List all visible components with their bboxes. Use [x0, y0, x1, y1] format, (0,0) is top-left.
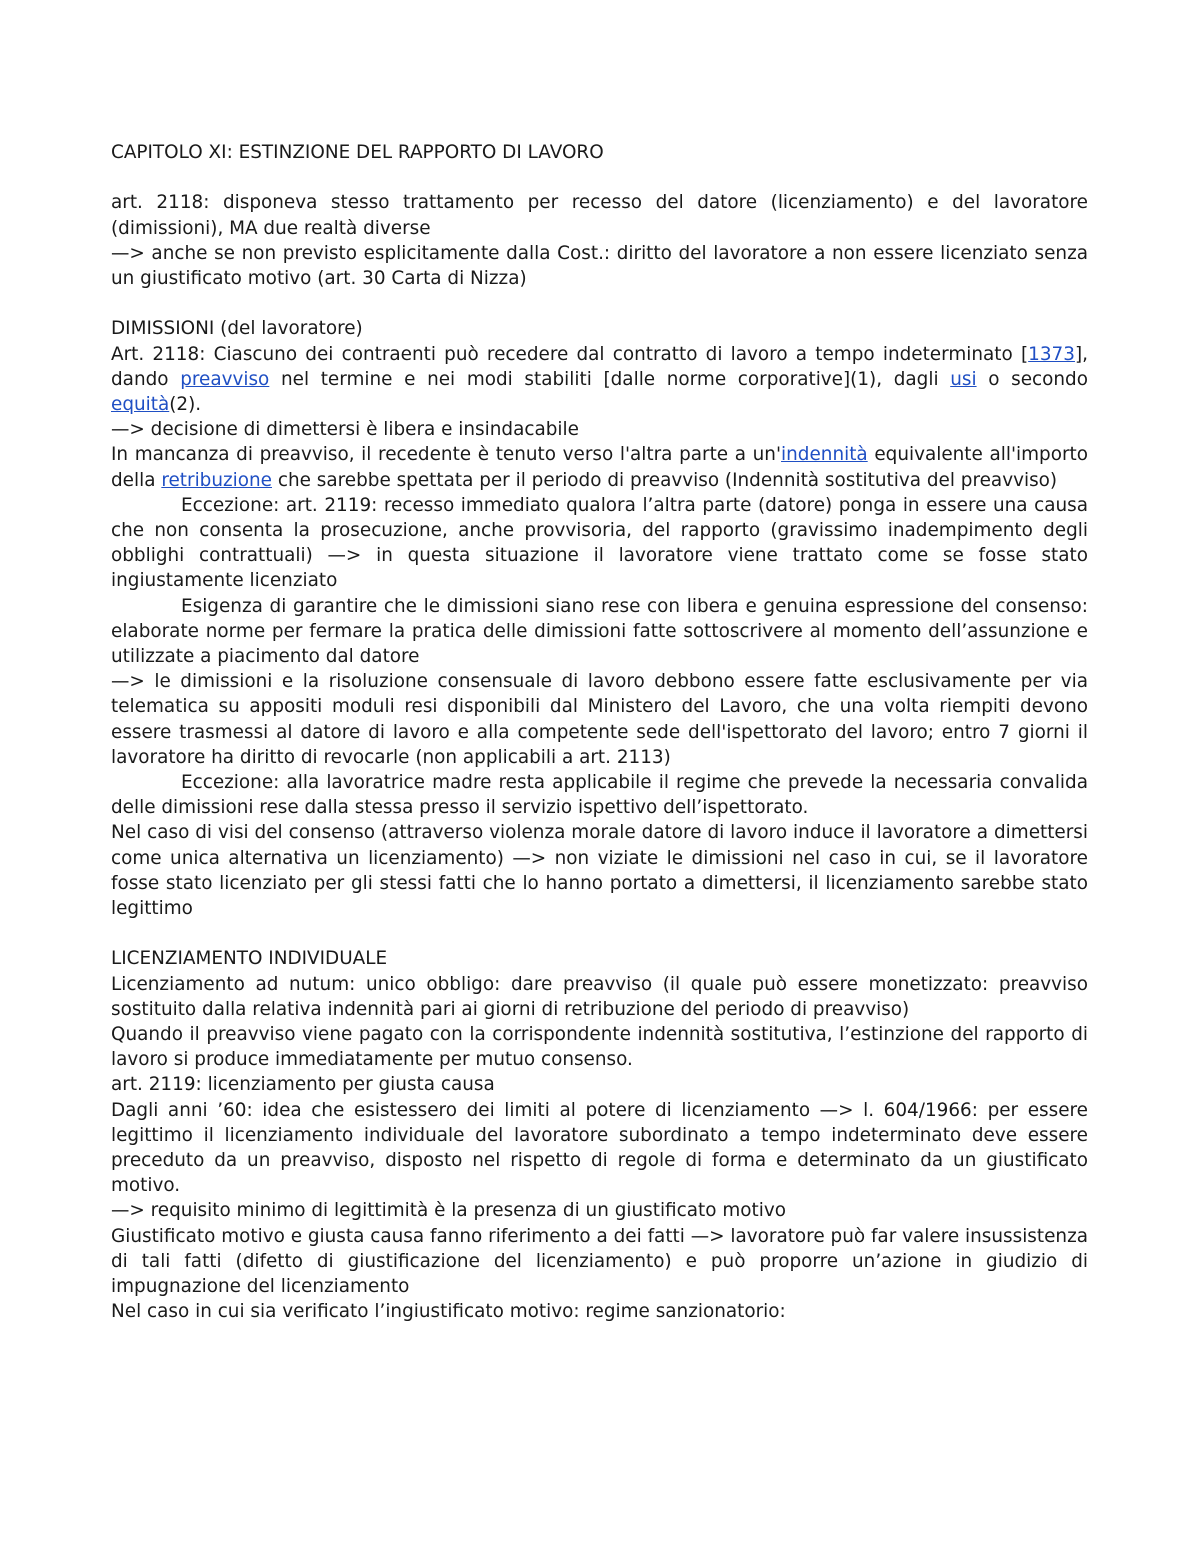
anni-60-paragraph: Dagli anni ’60: idea che esistessero dei limiti al potere di licenziamento —> l. 604/1966: per essere legittimo il licenziamento individuale del lavoratore subordinato a tempo indeterminato deve essere preceduto da un preavviso, disposto nel rispetto di regole di forma e determinato da un giustificato motivo. [111, 1099, 1088, 1197]
art-2119-paragraph: art. 2119: licenziamento per giusta causa [111, 1074, 495, 1096]
blank-line [111, 921, 1088, 946]
regime-paragraph: Nel caso in cui sia verificato l’ingiustificato motivo: regime sanzionatorio: [111, 1301, 786, 1323]
chapter-title: CAPITOLO XI: ESTINZIONE DEL RAPPORTO DI LAVORO [111, 142, 604, 163]
link-retribuzione[interactable]: retribuzione [161, 469, 272, 491]
text-run: equivalente all'importo della [111, 444, 1088, 491]
section-heading-licenziamento: LICENZIAMENTO INDIVIDUALE [111, 948, 388, 970]
quando-paragraph: Quando il preavviso viene pagato con la corrispondente indennità sostitutiva, l’estinzione del rapporto di lavoro si produce immediatamente per mutuo consenso. [111, 1024, 1088, 1071]
mancanza-preavviso-paragraph [111, 442, 1088, 492]
text-run: (2). [169, 394, 202, 415]
link-usi[interactable]: usi [950, 368, 977, 390]
esigenza-paragraph: Esigenza di garantire che le dimissioni siano rese con libera e genuina espressione del consenso: elaborate norme per fermare la pratica delle dimissioni fatte sottoscrivere al momento dell’assunzione e utilizzate a piacimento dal datore [111, 595, 1088, 668]
link-equita[interactable]: equità [111, 394, 170, 415]
visi-consenso-paragraph: Nel caso di visi del consenso (attraverso violenza morale datore di lavoro induce il lavoratore a dimettersi come unica alternativa un licenziamento) —> non viziate le dimissioni nel caso in cui, se il lavoratore fosse stato licenziato per gli stessi fatti che lo hanno portato a dimettersi, il licenziamento sarebbe stato legittimo [111, 822, 1088, 920]
link-1373[interactable]: 1373 [1028, 343, 1075, 365]
intro-arrow-paragraph: —> anche se non previsto esplicitamente dalla Cost.: diritto del lavoratore a non essere licenziato senza un giustificato motivo (art. 30 Carta di Nizza) [111, 242, 1088, 289]
art-2118-paragraph [111, 342, 1088, 418]
text-run: ], dando [111, 343, 1088, 390]
blank-line [111, 291, 1088, 316]
text-run: nel termine e nei modi stabiliti [dalle norme corporative](1), dagli [269, 368, 951, 390]
eccezione-madre-paragraph: Eccezione: alla lavoratrice madre resta applicabile il regime che prevede la necessaria convalida delle dimissioni rese dalla stessa presso il servizio ispettivo dell’ispettorato. [111, 772, 1088, 819]
text-run: Art. 2118: Ciascuno dei contraenti può recedere dal contratto di lavoro a tempo indeterminato [ [111, 343, 1029, 365]
document-page [111, 140, 1088, 1325]
text-run: In mancanza di preavviso, il recedente è tenuto verso l'altra parte a un' [111, 444, 782, 466]
intro-paragraph: art. 2118: disponeva stesso trattamento per recesso del datore (licenziamento) e del lavoratore (dimissioni), MA due realtà diverse [111, 192, 1088, 239]
blank-line [111, 165, 1088, 190]
requisito-paragraph: —> requisito minimo di legittimità è la presenza di un giustificato motivo [111, 1200, 786, 1222]
link-preavviso[interactable]: preavviso [180, 368, 270, 390]
ad-nutum-paragraph: Licenziamento ad nutum: unico obbligo: dare preavviso (il quale può essere monetizzato: preavviso sostituito dalla relativa indennità pari ai giorni di retribuzione del periodo di preavviso) [111, 973, 1088, 1020]
telematica-paragraph: —> le dimissioni e la risoluzione consensuale di lavoro debbono essere fatte esclusivamente per via telematica su appositi moduli resi disponibili dal Ministero del Lavoro, che una volta riempiti devono essere trasmessi al datore di lavoro e alla competente sede dell'ispettorato del lavoro; entro 7 giorni il lavoratore ha diritto di revocarle (non applicabili a art. 2113) [111, 671, 1088, 768]
text-run: che sarebbe spettata per il periodo di preavviso (Indennità sostitutiva del preavviso) [272, 469, 1058, 491]
link-indennita[interactable]: indennità [781, 444, 868, 466]
section-heading-dimissioni: DIMISSIONI (del lavoratore) [111, 318, 363, 340]
text-run: o secondo [976, 368, 1088, 390]
decisione-paragraph: —> decisione di dimettersi è libera e insindacabile [111, 419, 579, 441]
eccezione-2119-paragraph: Eccezione: art. 2119: recesso immediato qualora l’altra parte (datore) ponga in essere una causa che non consenta la prosecuzione, anche provvisoria, del rapporto (gravissimo inadempimento degli obblighi contrattuali) —> in questa situazione il lavoratore viene trattato come se fosse stato ingiustamente licenziato [111, 494, 1088, 592]
giustificato-motivo-paragraph: Giustificato motivo e giusta causa fanno riferimento a dei fatti —> lavoratore può far valere insussistenza di tali fatti (difetto di giustificazione del licenziamento) e può proporre un’azione in giudizio di impugnazione del licenziamento [111, 1225, 1088, 1298]
